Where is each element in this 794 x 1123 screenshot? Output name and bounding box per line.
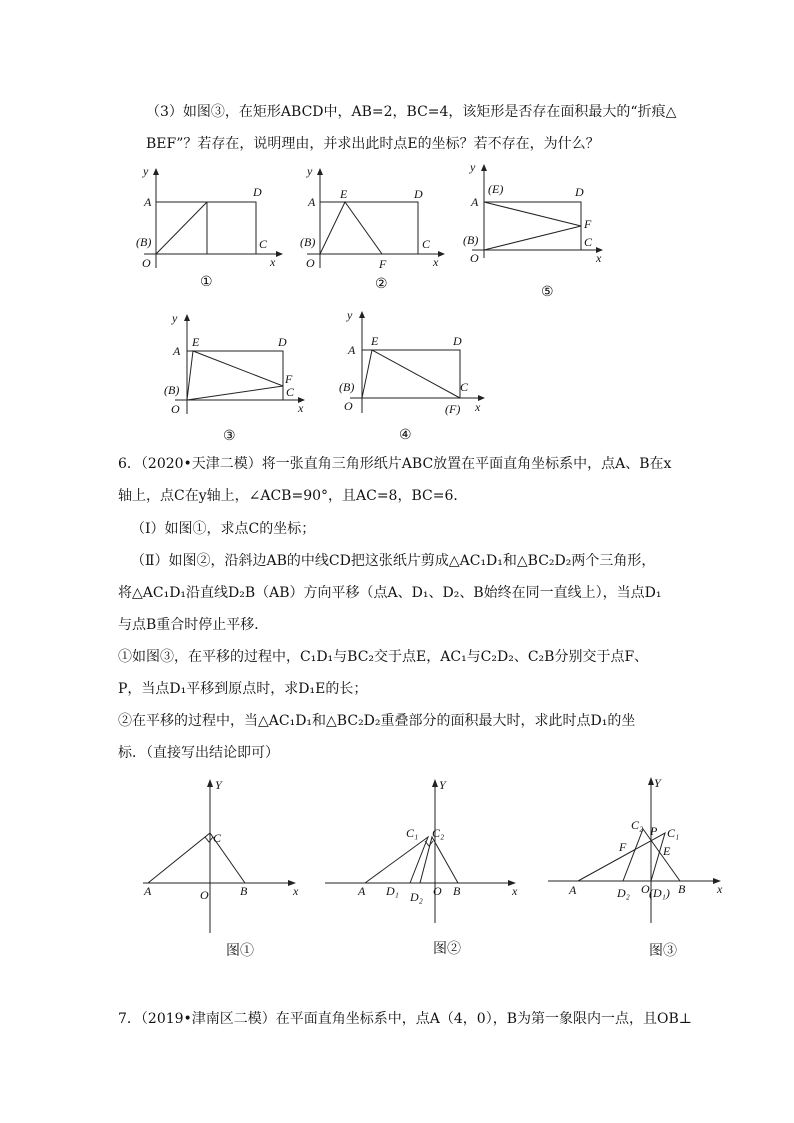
triangle-a-c1-d1 [365,837,428,883]
crease-triangle [362,350,460,398]
caption-1: ① [200,275,213,290]
triangle-abc [148,833,245,883]
label-e: E [340,187,348,201]
label-o: O [171,402,180,416]
p6-line-8: P，当点D₁平移到原点时，求D₁E的长； [118,681,368,697]
label-b: B [678,882,686,896]
p5-line-1: （3）如图③，在矩形ABCD中，AB=2，BC=4，该矩形是否存在面积最大的“折痕△ [146,104,677,120]
rect-figure-5 [458,158,618,303]
label-o: O [306,256,315,270]
label-c: C [286,385,295,399]
label-o: O [200,888,209,902]
p6-line-6: 与点B重合时停止平移． [118,617,269,633]
label-y: y [143,164,149,178]
label-c1: C₁ [406,826,419,840]
label-x: x [596,251,602,265]
label-b: (B) [164,383,180,397]
label-o: O [433,884,442,898]
p7-line-1: 7．（2019•津南区二模）在平面直角坐标系中，点A（4，0），B为第一象限内一点，且OB⊥ [118,1011,692,1027]
rectangle-abcd [156,202,256,254]
label-x: x [293,884,299,898]
label-c: C [213,831,222,845]
label-x: x [717,882,723,896]
label-b: B [240,884,248,898]
label-d: D [575,185,584,199]
label-y: y [172,311,178,325]
caption-2: ② [375,277,388,292]
p6-line-4: （Ⅱ）如图②，沿斜边AB的中线CD把这张纸片剪成△AC₁D₁和△BC₂D₂两个三角形， [131,553,656,569]
label-y: y [347,308,353,322]
label-b: (B) [300,235,316,249]
p5-line-2: BEF”？若存在，说明理由，并求出此时点E的坐标？若不存在，为什么？ [146,136,600,152]
rect-figure-3 [160,308,320,448]
right-angle-mark [205,837,213,842]
label-p: P [650,824,658,838]
label-o: O [470,251,479,265]
p6-line-7: ①如图③，在平移的过程中，C₁D₁与BC₂交于点E，AC₁与C₂D₂、C₂B分别交于点F、 [118,649,649,665]
label-e: (E) [488,182,504,196]
label-o: O [344,399,353,413]
label-a: A [144,884,152,898]
label-o: O [142,256,151,270]
label-a: A [144,195,152,209]
label-f: F [584,217,592,231]
label-x: x [512,884,518,898]
label-d1: (D₁) [649,886,670,900]
label-e: E [371,334,379,348]
label-c2: C₂ [432,826,445,840]
label-x: x [433,255,439,269]
label-c1: C₁ [667,826,680,840]
label-b: B [453,884,461,898]
label-d: D [278,335,287,349]
tri-figure-3 [543,773,743,963]
caption-4: ④ [399,428,412,443]
p6-line-3: （Ⅰ）如图①，求点C的坐标； [131,521,316,537]
label-b: (B) [463,233,479,247]
label-y: Y [654,776,661,790]
rectangle-abcd [362,350,460,398]
p6-line-9: ②在平移的过程中，当△AC₁D₁和△BC₂D₂重叠部分的面积最大时，求此时点D₁的坐 [118,713,636,729]
tri-figure-1 [138,775,308,960]
label-a: A [358,884,366,898]
label-d: D [253,185,262,199]
label-a: A [471,195,479,209]
label-d2: D₂ [410,890,423,904]
label-f: F [619,840,627,854]
label-f: F [285,372,293,386]
caption-tri-2: 图② [433,942,461,957]
label-y: Y [215,778,222,792]
label-d1: D₁ [386,884,399,898]
label-c: C [422,237,431,251]
label-d: D [453,334,462,348]
label-e: E [663,844,671,858]
label-e: E [192,335,200,349]
label-c: C [584,235,593,249]
label-y: Y [439,778,446,792]
p6-line-2: 轴上，点C在y轴上，∠ACB=90°，且AC=8，BC=6． [118,488,468,504]
label-f: F [379,257,387,271]
label-x: x [298,401,304,415]
rectangle-abcd [484,202,581,250]
rect-figure-1 [128,160,288,295]
label-a: A [569,883,577,897]
rect-figure-2 [295,160,455,295]
label-b: (B) [339,380,355,394]
label-y: y [307,164,313,178]
p6-line-5: 将△AC₁D₁沿直线D₂B（AB）方向平移（点A、D₁、D₂、B始终在同一直线上），当点D₁ [118,585,662,601]
crease-triangle [320,202,382,254]
label-c2: C₂ [631,818,644,832]
label-c: C [259,237,268,251]
label-d: D [414,187,423,201]
label-a: A [308,195,316,209]
tri-figure-2 [320,775,525,960]
p6-line-10: 标．（直接写出结论即可） [118,745,279,761]
label-y: y [470,160,476,174]
p6-line-1: 6．（2020•天津二模）将一张直角三角形纸片ABC放置在平面直角坐标系中，点A、B在x [118,456,672,472]
label-o: O [641,882,650,896]
caption-3: ③ [223,429,236,444]
label-f: (F) [445,402,461,416]
label-x: x [270,255,276,269]
label-a: A [348,343,356,357]
rectangle-abcd [320,202,418,254]
caption-5: ⑤ [541,285,554,300]
label-d2: D₂ [617,886,630,900]
label-x: x [475,400,481,414]
rect-figure-4 [335,305,495,450]
caption-tri-3: 图③ [649,944,677,959]
label-b: (B) [136,235,152,249]
crease-triangle [484,202,581,250]
label-c: C [460,380,469,394]
crease-line [156,202,207,254]
caption-tri-1: 图① [226,944,254,959]
label-a: A [173,344,181,358]
